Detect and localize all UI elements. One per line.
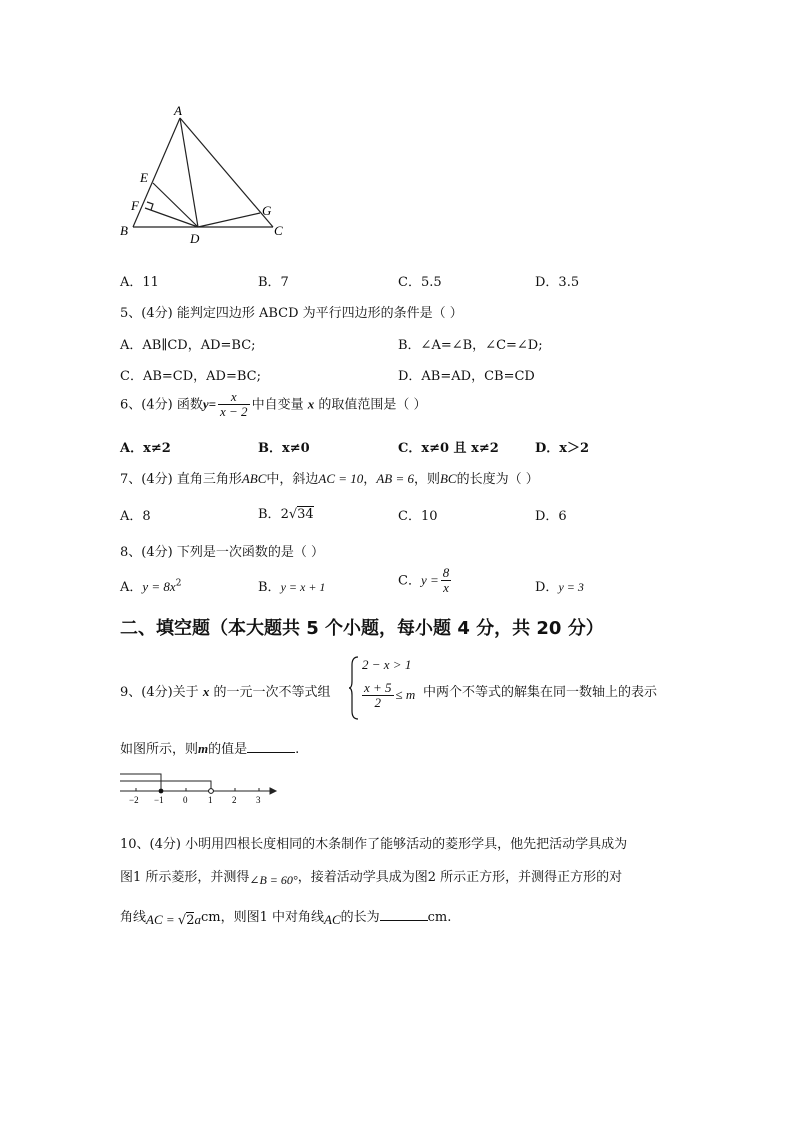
q8-stem: 8、(4分) 下列是一次函数的是（ ） — [120, 545, 324, 560]
q8-option-b-expr: y = x + 1 — [280, 580, 326, 594]
q5-stem: 5、(4分) 能判定四边形 ABCD 为平行四边形的条件是（ ） — [120, 306, 463, 321]
q6-option-a[interactable]: A．x≠2 — [120, 441, 171, 456]
sqrt-sign-icon: √ — [177, 913, 187, 928]
q6-option-c[interactable]: C．x≠0 且 x≠2 — [398, 441, 499, 456]
label-e: E — [140, 170, 148, 185]
q6-prefix: 6、(4分) 函数 — [120, 397, 203, 413]
q8-option-c-num: 8 — [442, 565, 450, 580]
q6-var: x — [307, 396, 315, 412]
brace-icon — [348, 655, 360, 721]
q8-option-b[interactable] — [258, 576, 325, 595]
q8-option-c-den: x — [443, 580, 449, 596]
q8-option-d[interactable] — [535, 576, 584, 595]
q8-option-a-exp: 2 — [175, 578, 182, 589]
q9-pre: 9、(4分)关于 — [120, 685, 199, 700]
q6-suffix2: 的取值范围是（ ） — [318, 397, 427, 413]
q7-mid2: ，则 — [413, 472, 440, 487]
section-2-title: 二、填空题（本大题共 5 个小题，每小题 4 分，共 20 分） — [120, 618, 604, 639]
solid-point — [159, 789, 164, 794]
q4-option-a[interactable]: A．11 — [120, 275, 159, 290]
q6-stem — [120, 390, 427, 420]
tick-label: −2 — [129, 795, 139, 805]
q7-abc: ABC — [241, 471, 267, 486]
q9-ineq2-den: 2 — [374, 695, 382, 711]
q7-option-a[interactable]: A．8 — [120, 509, 151, 524]
label-b: B — [120, 223, 128, 238]
q7-option-b[interactable] — [258, 503, 314, 522]
q6-fraction — [218, 390, 250, 420]
q9-line2-pre: 如图所示，则 — [120, 742, 199, 757]
q10-angle: ∠B = 60° — [249, 873, 298, 887]
label-g: G — [262, 203, 272, 218]
q10-line3 — [120, 906, 451, 928]
q10-line1: 10、(4分) 小明用四根长度相同的木条制作了能够活动的菱形学具，他先把活动学具成为 — [120, 837, 628, 852]
q9-ineq2-rhs: ≤ m — [395, 686, 416, 702]
q10-diag-lhs: AC = — [146, 912, 178, 927]
segment-ac — [180, 118, 273, 227]
q7-option-b-coef: 2 — [280, 507, 289, 522]
q8-option-d-label: D． — [535, 580, 559, 595]
tick-label: 3 — [256, 795, 261, 805]
segment-ad — [180, 118, 198, 227]
axis-arrow-icon — [270, 788, 276, 794]
label-c: C — [274, 223, 283, 238]
q10-ac: AC — [324, 912, 341, 927]
q6-option-d[interactable]: D．x＞2 — [535, 441, 590, 456]
q9-line2-post: 的值是 — [208, 742, 248, 757]
q5-option-a[interactable]: A．AB∥CD，AD=BC; — [120, 338, 256, 353]
q10-unit: cm. — [427, 910, 452, 925]
q8-option-c-pre: y = — [420, 572, 439, 588]
q8-option-a[interactable] — [120, 576, 181, 595]
q9-mid: 的一元一次不等式组 — [213, 685, 331, 700]
open-point — [209, 789, 214, 794]
q8-option-a-label: A． — [120, 580, 143, 595]
segment-gd — [198, 213, 260, 227]
label-a: A — [174, 103, 182, 118]
q10-line2-pre: 图1 所示菱形，并测得 — [120, 870, 250, 885]
q6-option-b[interactable]: B．x≠0 — [258, 441, 310, 456]
q7-comma: ， — [363, 472, 377, 487]
q9-inequality-system — [348, 655, 422, 723]
q6-fraction-den: x − 2 — [220, 404, 248, 420]
tick-label: −1 — [154, 795, 164, 805]
q7-pre: 7、(4分) 直角三角形 — [120, 472, 242, 487]
q10-line2-post: ，接着活动学具成为图2 所示正方形，并测得正方形的对 — [297, 870, 623, 885]
solution-bracket-2 — [120, 781, 211, 791]
q9-ineq2-num: x + 5 — [364, 680, 392, 695]
q9-m: m — [198, 741, 209, 756]
q10-diag-coef: 2 — [186, 913, 195, 928]
q5-option-b[interactable]: B．∠A=∠B，∠C=∠D; — [398, 338, 543, 353]
q7-option-b-label: B． — [258, 507, 281, 522]
tick-label: 0 — [183, 795, 188, 805]
q5-option-d[interactable]: D．AB=AD，CB=CD — [398, 369, 535, 384]
q10-answer-blank[interactable] — [380, 908, 428, 921]
q8-option-a-expr: y = 8x — [142, 579, 176, 594]
number-line-figure — [118, 766, 283, 806]
triangle-figure — [110, 100, 300, 245]
sqrt-sign-icon: √ — [288, 507, 298, 522]
q10-line3-post: 的长为 — [340, 910, 380, 925]
tick-label: 1 — [208, 795, 213, 805]
q7-bc: BC — [439, 471, 457, 486]
q6-y: y= — [202, 396, 217, 412]
q10-line2 — [120, 866, 622, 888]
q5-option-c[interactable]: C．AB=CD，AD=BC; — [120, 369, 261, 384]
q8-option-c-label: C． — [398, 573, 421, 589]
label-d: D — [190, 231, 200, 245]
q7-option-b-radicand: 34 — [297, 507, 314, 522]
q8-option-c[interactable] — [398, 566, 453, 596]
q9-ineq1: 2 − x > 1 — [362, 657, 412, 672]
q9-ineq2-fraction — [362, 681, 394, 711]
q10-line3-mid: cm，则图1 中对角线 — [200, 910, 324, 925]
q8-option-d-expr: y = 3 — [558, 580, 584, 594]
q6-suffix: 中自变量 — [251, 397, 304, 413]
q4-option-d[interactable]: D．3.5 — [535, 275, 580, 290]
q7-option-c[interactable]: C．10 — [398, 509, 438, 524]
q7-ab: AB = 6 — [376, 471, 414, 486]
q10-diag-var: a — [194, 912, 201, 927]
q7-end: 的长度为（ ） — [456, 472, 539, 487]
q8-option-c-fraction — [441, 566, 452, 596]
q9-period: . — [295, 742, 300, 757]
q4-option-b[interactable]: B．7 — [258, 275, 289, 290]
q4-option-c[interactable]: C．5.5 — [398, 275, 442, 290]
q9-x: x — [202, 684, 210, 699]
segment-fd — [145, 208, 198, 227]
q10-line3-pre: 角线 — [120, 910, 147, 925]
label-f: F — [131, 198, 139, 213]
q7-option-d[interactable]: D．6 — [535, 509, 567, 524]
q9-ineq2 — [360, 681, 415, 711]
tick-label: 2 — [232, 795, 237, 805]
solution-bracket-1 — [120, 774, 161, 791]
q9-line2 — [120, 738, 299, 757]
q8-option-b-label: B． — [258, 580, 281, 595]
q9-answer-blank[interactable] — [247, 740, 295, 753]
q7-mid1: 中，斜边 — [266, 472, 319, 487]
q6-fraction-num: x — [218, 390, 250, 405]
q9-post: 中两个不等式的解集在同一数轴上的表示 — [423, 685, 658, 700]
q7-ac: AC = 10 — [318, 471, 364, 486]
q9-stem-line1-pre — [120, 681, 330, 700]
q7-stem — [120, 468, 539, 487]
